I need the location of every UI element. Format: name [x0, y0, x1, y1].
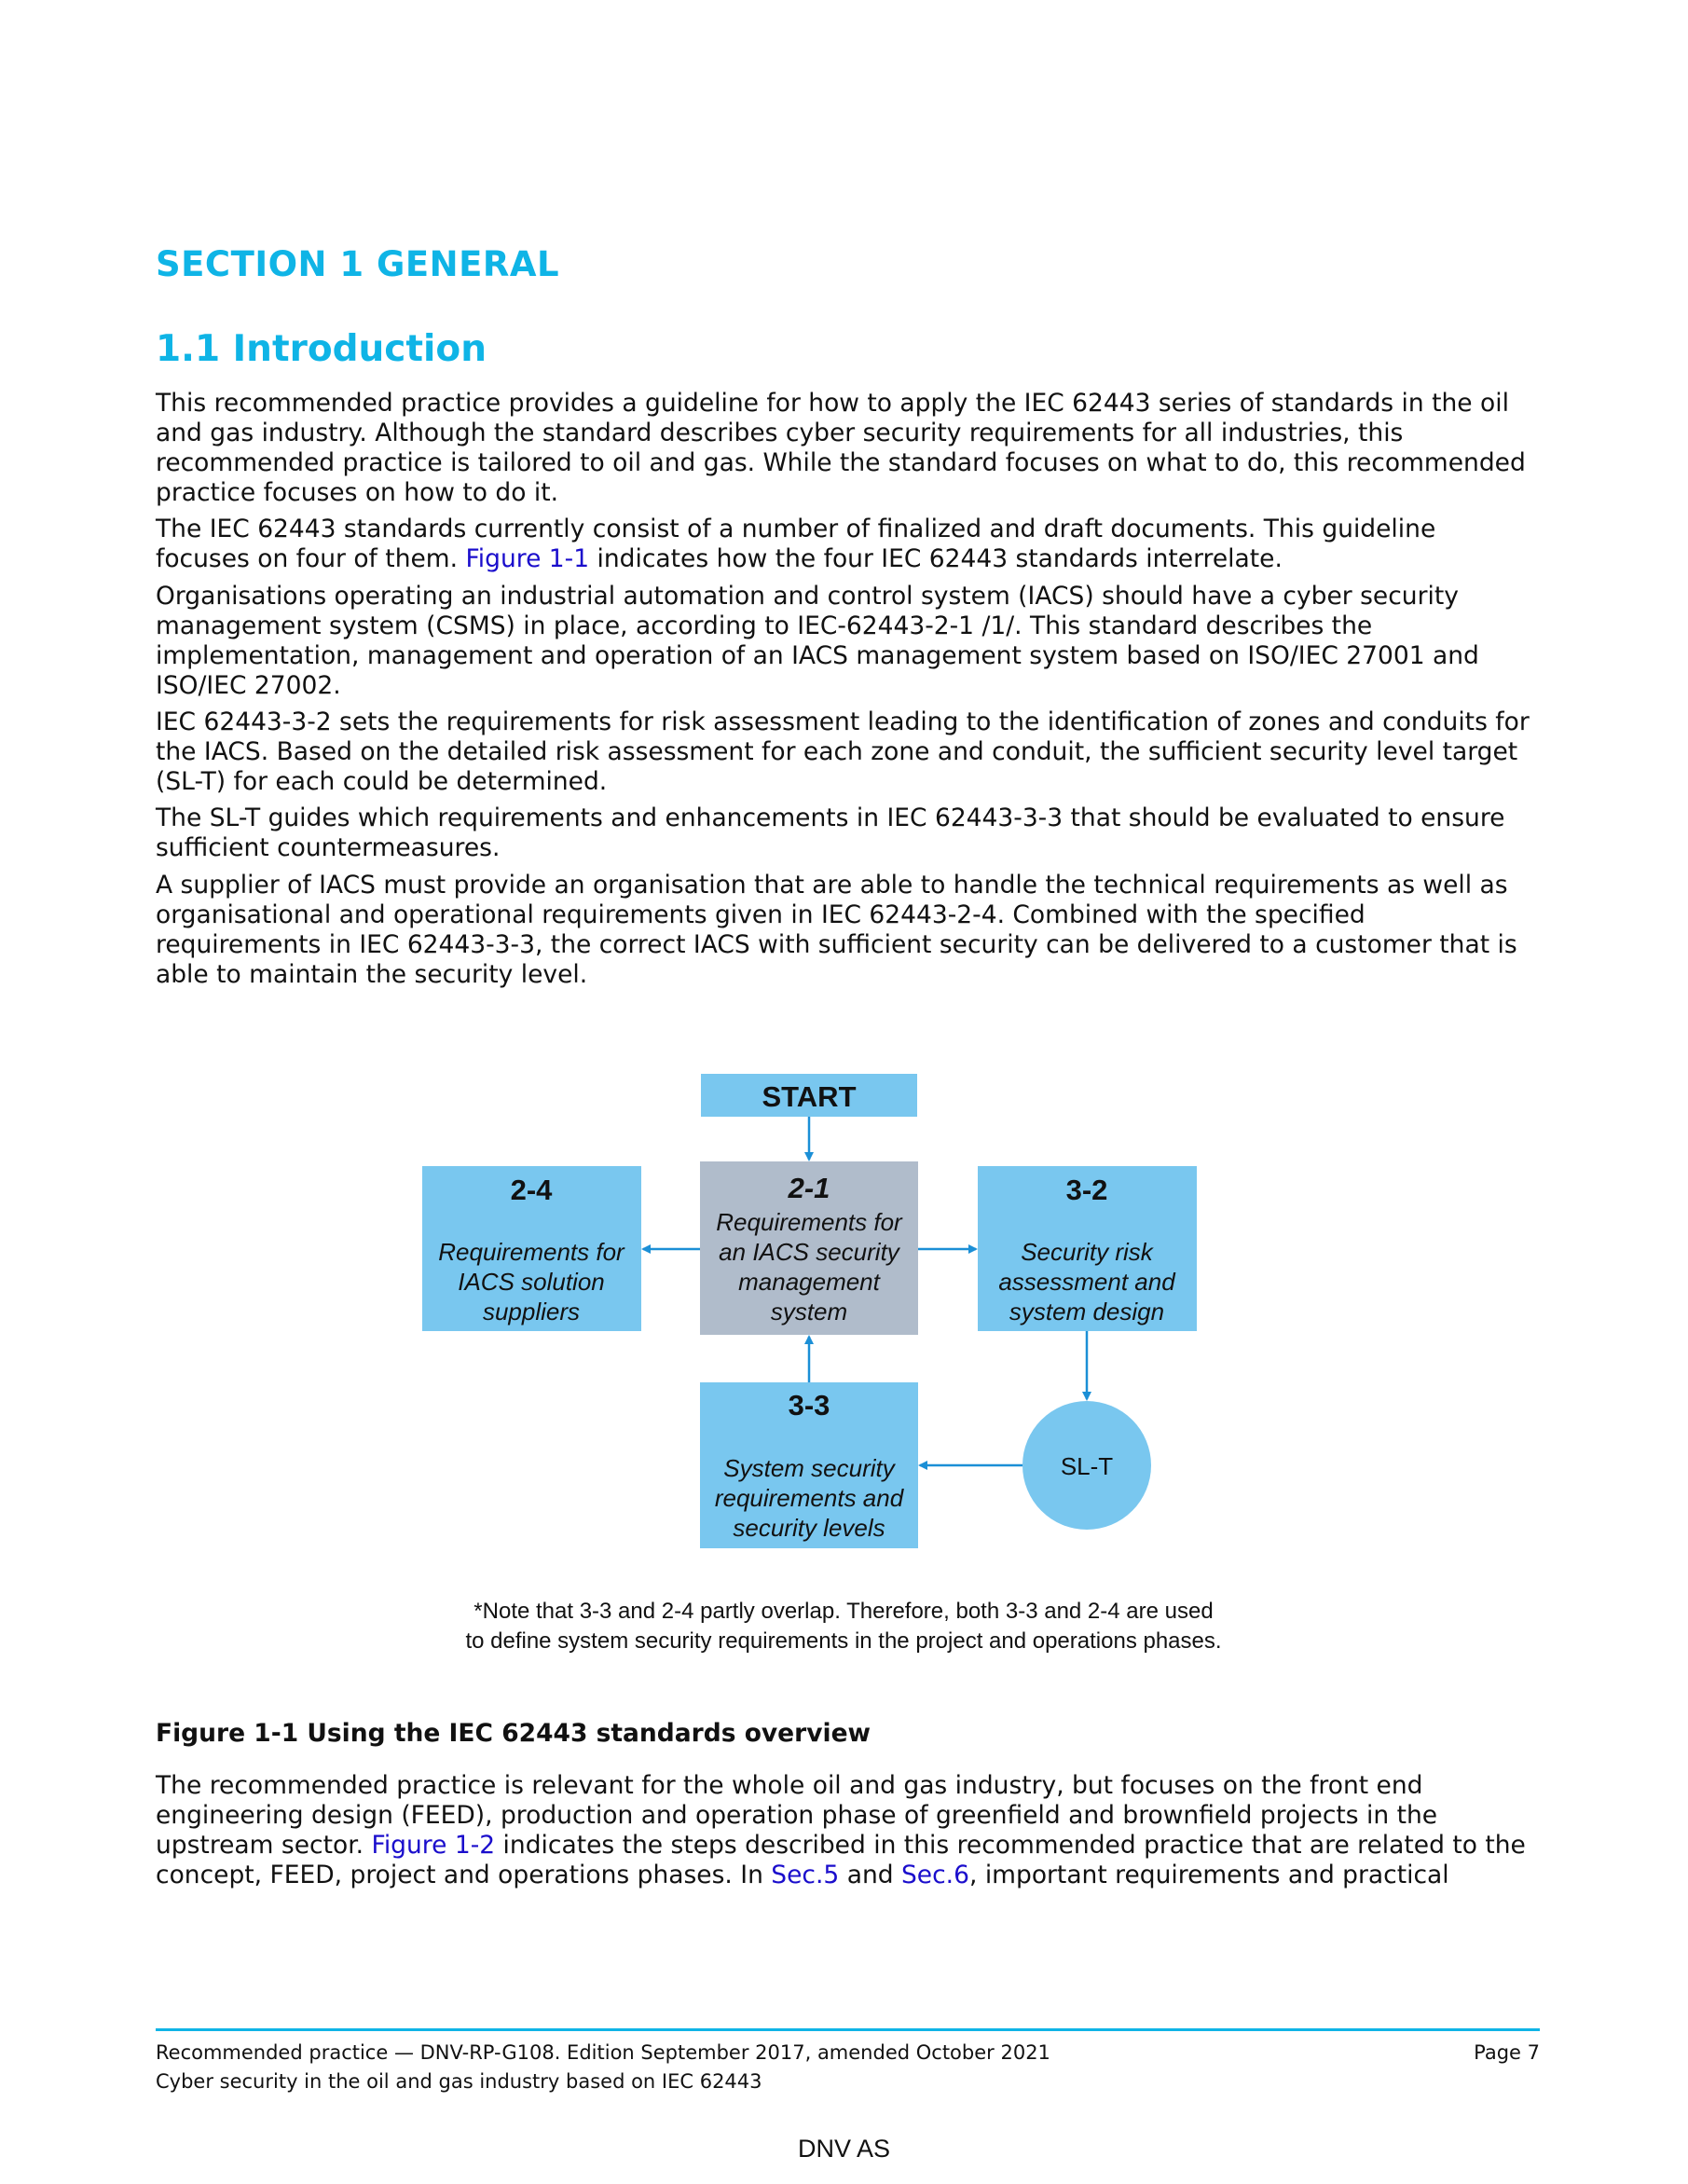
box-2-1-title: 2-1 — [788, 1172, 830, 1204]
box-2-4-line: Requirements for — [438, 1238, 624, 1266]
sec-6-link[interactable]: Sec.6 — [900, 1861, 969, 1889]
paragraph-text: , important requirements and practical — [968, 1861, 1449, 1889]
diagram-note-line-2: to define system security requirements in the project and operations phases. — [465, 1628, 1222, 1654]
paragraph-risk-assessment: IEC 62443-3-2 sets the requirements for risk assessment leading to the identification of zones and conduits for the IACS. Based on the detailed risk assessment for each zone and conduit, the sufficient security level target (SL-T) for each could be determined. — [156, 707, 1530, 796]
paragraph-scope — [156, 1771, 1535, 1890]
box-3-3-line: requirements and — [714, 1484, 904, 1512]
footer-document-subtitle: Cyber security in the oil and gas industry based on IEC 62443 — [156, 2070, 762, 2093]
figure-1-1-link[interactable]: Figure 1-1 — [465, 544, 590, 573]
paragraph-purpose: This recommended practice provides a guideline for how to apply the IEC 62443 series of standards in the oil and gas industry. Although the standard describes cyber security requirements for all industries, this recommended practice is tailored to oil and gas. While the standard focuses on what to do, this recommended practice focuses on how to do it. — [156, 389, 1526, 507]
diagram-note-line-1: *Note that 3-3 and 2-4 partly overlap. Therefore, both 3-3 and 2-4 are used — [473, 1599, 1214, 1624]
figure-1-2-link[interactable]: Figure 1-2 — [371, 1831, 496, 1860]
box-3-2-title: 3-2 — [1065, 1174, 1108, 1206]
section-title: SECTION 1 GENERAL — [156, 244, 560, 284]
box-2-1-line: management — [738, 1268, 880, 1296]
introduction-heading: 1.1 Introduction — [156, 328, 487, 370]
box-3-3-line: security levels — [733, 1514, 885, 1542]
sl-t-label: SL-T — [1060, 1452, 1114, 1480]
paragraph-supplier: A supplier of IACS must provide an organisation that are able to handle the technical requirements as well as organisational and operational requirements given in IEC 62443-2-4. Combined with the specified requirements in IEC 62443-3-3, the correct IACS with sufficient security can be delivered to a customer that is able to maintain the security level. — [156, 871, 1517, 989]
box-2-1-line: an IACS security — [719, 1238, 899, 1266]
box-3-2-line: Security risk — [1021, 1238, 1153, 1266]
box-3-3-line: System security — [723, 1454, 895, 1482]
footer-document-title: Recommended practice — DNV-RP-G108. Edition September 2017, amended October 2021 — [156, 2041, 1050, 2064]
sec-5-link[interactable]: Sec.5 — [771, 1861, 840, 1889]
paragraph-text: The IEC 62443 standards currently consist of a number of finalized and draft documents. This guideline focuses on four of them. — [156, 515, 1436, 573]
figure-caption: Figure 1-1 Using the IEC 62443 standards overview — [156, 1719, 871, 1748]
footer-divider — [156, 2028, 1540, 2031]
box-2-4-title: 2-4 — [510, 1174, 553, 1206]
paragraph-text: and — [839, 1861, 901, 1889]
box-2-1-line: system — [770, 1298, 848, 1326]
paragraph-text: indicates the steps described in this recommended practice that are related to the concept, FEED, project and operations phases. In — [156, 1831, 1526, 1889]
box-3-2-line: system design — [1009, 1298, 1165, 1326]
box-2-4-line: suppliers — [482, 1298, 581, 1326]
box-2-4-line: IACS solution — [458, 1268, 605, 1296]
paragraph-sl-t: The SL-T guides which requirements and enhancements in IEC 62443-3-3 that should be evaluated to ensure sufficient countermeasures. — [156, 804, 1505, 862]
paragraph-csms: Organisations operating an industrial automation and control system (IACS) should have a cyber security management system (CSMS) in place, according to IEC-62443-2-1 /1/. This standard describes the implementation, management and operation of an IACS management system based on ISO/IEC 27001 and ISO/IEC 27002. — [156, 582, 1479, 700]
paragraph-text: The recommended practice is relevant for the whole oil and gas industry, but focuses on the front end engineering design (FEED), production and operation phase of greenfield and brownfield projects in the upstream sector. — [156, 1771, 1438, 1860]
footer-page-number: Page 7 — [1474, 2041, 1540, 2064]
company-name: DNV AS — [797, 2135, 891, 2163]
paragraph-text: indicates how the four IEC 62443 standards interrelate. — [589, 544, 1283, 573]
box-3-2-line: assessment and — [998, 1268, 1175, 1296]
box-3-3-title: 3-3 — [788, 1389, 830, 1422]
box-2-1-line: Requirements for — [716, 1208, 902, 1236]
start-label: START — [762, 1080, 857, 1113]
